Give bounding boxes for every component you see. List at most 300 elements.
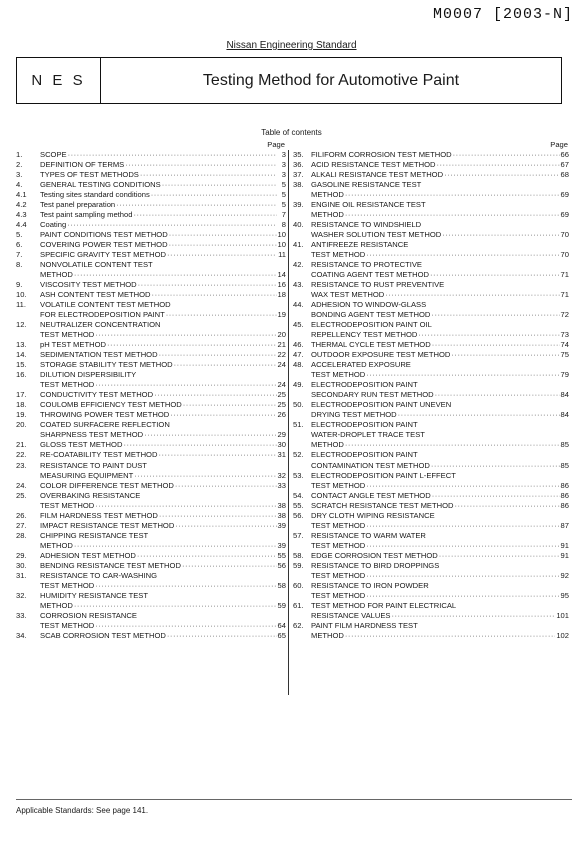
- toc-entry-page: [561, 180, 569, 190]
- dot-leader: [440, 561, 560, 571]
- toc-entry-number: [16, 501, 40, 511]
- toc-entry-number: 21.: [16, 440, 27, 450]
- toc-entry-page: 5: [281, 180, 286, 190]
- toc-entry: [293, 541, 569, 551]
- toc-entry-title: DRY CLOTH WIPING RESISTANCE: [311, 510, 435, 520]
- toc-entry: [293, 160, 569, 170]
- toc-entry-page: 29: [277, 430, 286, 440]
- toc-entry-page: 39: [277, 540, 286, 550]
- footer-note: Applicable Standards: See page 141.: [16, 806, 149, 815]
- dot-leader: [123, 440, 276, 450]
- dot-leader: [431, 461, 560, 471]
- dot-leader: [175, 481, 277, 491]
- toc-entry-page: [278, 571, 286, 581]
- toc-entry: [16, 420, 286, 430]
- dot-leader: [137, 370, 277, 380]
- toc-entry-title: TEST METHOD: [40, 620, 95, 630]
- dot-leader: [419, 450, 560, 460]
- toc-entry: [293, 521, 569, 531]
- toc-entry-title: OUTDOOR EXPOSURE TEST METHOD: [311, 350, 451, 360]
- toc-entry-page: 84: [560, 390, 569, 400]
- toc-entry-number: [293, 481, 311, 491]
- toc-entry-page: [561, 430, 569, 440]
- toc-entry-title: GLOSS TEST METHOD: [40, 440, 123, 450]
- dot-leader: [345, 210, 560, 220]
- dot-leader: [430, 581, 560, 591]
- toc-entry: [293, 571, 569, 581]
- dot-leader: [169, 230, 277, 240]
- toc-entry-number: [293, 210, 311, 220]
- toc-entry-page: 86: [560, 490, 569, 500]
- dot-leader: [439, 551, 560, 561]
- dot-leader: [398, 410, 560, 420]
- toc-entry-page: 11: [278, 250, 286, 260]
- toc-entry: [293, 631, 569, 641]
- dot-leader: [74, 601, 277, 611]
- toc-entry-page: 22: [277, 350, 286, 360]
- toc-entry: [293, 601, 569, 611]
- dot-leader: [95, 501, 276, 511]
- toc-entry: [293, 420, 569, 430]
- toc-entry-page: 69: [560, 210, 569, 220]
- toc-entry-number: 57.: [293, 530, 304, 540]
- dot-leader: [149, 531, 277, 541]
- toc-entry: [16, 400, 286, 410]
- toc-entry-page: 66: [560, 150, 569, 160]
- toc-entry-title: SEDIMENTATION TEST METHOD: [40, 350, 158, 360]
- toc-entry-number: [293, 430, 311, 440]
- toc-entry: [16, 360, 286, 370]
- toc-entry-number: 49.: [293, 380, 304, 390]
- toc-entry: [293, 611, 569, 621]
- dot-leader: [169, 240, 277, 250]
- toc-entry-title: WASHER SOLUTION TEST METHOD: [311, 230, 442, 240]
- toc-entry: [16, 561, 286, 571]
- dot-leader: [436, 511, 560, 521]
- toc-entry-number: [16, 310, 40, 320]
- toc-entry-page: [561, 581, 569, 591]
- toc-entry-title: MEASURING EQUIPMENT: [40, 470, 134, 480]
- dot-leader: [133, 210, 277, 220]
- toc-entry-number: 5.: [16, 230, 23, 240]
- toc-entry-page: 31: [277, 450, 286, 460]
- dot-leader: [148, 461, 277, 471]
- toc-entry-page: [561, 200, 569, 210]
- toc-entry-number: [293, 611, 311, 621]
- toc-entry-number: 33.: [16, 610, 27, 620]
- toc-entry-page: 102: [556, 630, 569, 640]
- toc-entry-title: PAINT FILM HARDNESS TEST: [311, 620, 418, 630]
- toc-entry-page: 87: [560, 520, 569, 530]
- toc-entry-number: 37.: [293, 170, 304, 180]
- toc-entry-title: FILM HARDNESS TEST METHOD: [40, 510, 158, 520]
- toc-entry-page: [278, 320, 286, 330]
- toc-entry-title: CORROSION RESISTANCE: [40, 610, 137, 620]
- toc-entry-title: SCRATCH RESISTANCE TEST METHOD: [311, 500, 454, 510]
- toc-entry-number: [293, 370, 311, 380]
- toc-entry: [16, 280, 286, 290]
- toc-entry-title: TEST METHOD: [311, 520, 366, 530]
- dot-leader: [144, 430, 276, 440]
- toc-entry-number: 54.: [293, 490, 304, 500]
- toc-entry-title: WATER-DROPLET TRACE TEST: [311, 430, 425, 440]
- toc-entry-page: 59: [277, 600, 286, 610]
- dot-leader: [385, 290, 559, 300]
- toc-entry-title: pH TEST METHOD: [40, 340, 106, 350]
- toc-entry-page: 73: [560, 330, 569, 340]
- toc-entry-title: METHOD: [311, 440, 344, 450]
- toc-entry: [16, 511, 286, 521]
- dot-leader: [154, 390, 276, 400]
- dot-leader: [451, 350, 559, 360]
- dot-leader: [457, 601, 560, 611]
- toc-entry-title: TEST METHOD: [311, 370, 366, 380]
- toc-entry-number: [293, 390, 311, 400]
- toc-entry-page: [561, 531, 569, 541]
- dot-leader: [418, 330, 559, 340]
- toc-entry-title: ENGINE OIL RESISTANCE TEST: [311, 200, 426, 210]
- toc-entry: [293, 200, 569, 210]
- toc-entry: [16, 150, 286, 160]
- toc-entry-page: 25: [277, 390, 286, 400]
- toc-entry: [16, 551, 286, 561]
- toc-entry-title: GASOLINE RESISTANCE TEST: [311, 180, 422, 190]
- toc-entry: [16, 430, 286, 440]
- toc-entry-number: 16.: [16, 370, 27, 380]
- toc-entry: [293, 410, 569, 420]
- toc-entry: [293, 621, 569, 631]
- dot-leader: [154, 260, 277, 270]
- dot-leader: [427, 531, 560, 541]
- toc-entry-title: Coating: [40, 220, 67, 230]
- toc-entry-number: [16, 601, 40, 611]
- toc-entry: [293, 450, 569, 460]
- toc-entry-title: ELECTRODEPOSITION PAINT UNEVEN: [311, 400, 452, 410]
- toc-entry-page: [561, 260, 569, 270]
- toc-entry-page: [561, 450, 569, 460]
- toc-entry-page: 95: [560, 590, 569, 600]
- dot-leader: [345, 190, 560, 200]
- toc-entry-title: IMPACT RESISTANCE TEST METHOD: [40, 520, 175, 530]
- toc-entry: [293, 380, 569, 390]
- toc-entry-number: [293, 461, 311, 471]
- toc-entry-number: 29.: [16, 550, 27, 560]
- toc-entry-page: 91: [560, 540, 569, 550]
- toc-entry-title: ADHESION TO WINDOW-GLASS: [311, 300, 427, 310]
- toc-entry-page: 55: [277, 550, 286, 560]
- toc-entry: [293, 270, 569, 280]
- toc-entry-page: 71: [560, 270, 569, 280]
- toc-entry: [293, 360, 569, 370]
- toc-entry: [293, 300, 569, 310]
- toc-entry-title: METHOD: [311, 630, 344, 640]
- toc-entry-page: 5: [281, 190, 286, 200]
- dot-leader: [366, 521, 559, 531]
- toc-entry-page: 58: [277, 580, 286, 590]
- toc-entry-page: 85: [560, 460, 569, 470]
- toc-entry-page: 10: [277, 230, 286, 240]
- toc-entry-number: [293, 541, 311, 551]
- toc-entry: [293, 561, 569, 571]
- toc-entry: [16, 260, 286, 270]
- toc-entry-page: 68: [560, 170, 569, 180]
- toc-entry-number: 46.: [293, 340, 304, 350]
- toc-entry-number: 2.: [16, 160, 23, 170]
- toc-entry: [16, 631, 286, 641]
- toc-entry-page: [561, 561, 569, 571]
- toc-entry-page: 101: [556, 610, 569, 620]
- toc-entry: [293, 581, 569, 591]
- toc-entry-title: TEST METHOD: [40, 330, 95, 340]
- dot-leader: [167, 250, 277, 260]
- dot-leader: [158, 450, 276, 460]
- toc-entry-title: OVERBAKING RESISTANCE: [40, 490, 141, 500]
- toc-entry: [293, 471, 569, 481]
- toc-entry-number: 26.: [16, 510, 27, 520]
- toc-entry-title: ELECTRODEPOSITION PAINT L-EFFECT: [311, 470, 456, 480]
- dot-leader: [427, 300, 560, 310]
- toc-entry-title: METHOD: [311, 210, 344, 220]
- toc-entry: [16, 541, 286, 551]
- toc-entry-page: 32: [277, 470, 286, 480]
- toc-entry-title: Test paint sampling method: [40, 210, 133, 220]
- toc-entry-title: RESISTANCE TO RUST PREVENTIVE: [311, 280, 445, 290]
- toc-entry-title: NEUTRALIZER CONCENTRATION: [40, 320, 161, 330]
- dot-leader: [152, 290, 277, 300]
- dot-leader: [162, 320, 277, 330]
- toc-entry: [16, 591, 286, 601]
- toc-entry-page: 38: [277, 510, 286, 520]
- toc-entry: [16, 440, 286, 450]
- toc-entry-number: 38.: [293, 180, 304, 190]
- toc-entry-page: [561, 360, 569, 370]
- toc-entry-title: DRYING TEST METHOD: [311, 410, 397, 420]
- dot-leader: [366, 481, 559, 491]
- table-of-contents: [16, 140, 572, 696]
- dot-leader: [345, 440, 560, 450]
- toc-entry-page: 84: [560, 410, 569, 420]
- toc-entry: [16, 170, 286, 180]
- toc-entry-title: ELECTRODEPOSITION PAINT: [311, 420, 418, 430]
- toc-entry: [293, 390, 569, 400]
- dot-leader: [95, 380, 276, 390]
- toc-entry-title: DILUTION DISPERSIBILITY: [40, 370, 137, 380]
- toc-entry-page: 70: [560, 250, 569, 260]
- toc-heading: Table of contents: [261, 128, 322, 137]
- toc-entry-title: ANTIFREEZE RESISTANCE: [311, 240, 409, 250]
- toc-entry-number: 27.: [16, 520, 27, 530]
- toc-entry-number: [293, 290, 311, 300]
- toc-entry: [16, 531, 286, 541]
- toc-entry-title: ELECTRODEPOSITION PAINT: [311, 380, 418, 390]
- toc-entry-title: RESISTANCE VALUES: [311, 610, 391, 620]
- toc-entry-title: RESISTANCE TO BIRD DROPPINGS: [311, 560, 440, 570]
- toc-entry-number: 13.: [16, 340, 27, 350]
- toc-entry: [16, 380, 286, 390]
- toc-entry-title: METHOD: [40, 270, 73, 280]
- dot-leader: [182, 561, 277, 571]
- dot-leader: [432, 491, 560, 501]
- toc-entry-page: 20: [277, 330, 286, 340]
- toc-entry-number: [16, 581, 40, 591]
- toc-entry-title: ELECTRODEPOSITION PAINT: [311, 450, 418, 460]
- toc-entry-title: TEST METHOD: [40, 380, 95, 390]
- toc-entry-title: TEST METHOD: [311, 480, 366, 490]
- toc-entry-page: 19: [277, 310, 286, 320]
- toc-entry-number: 51.: [293, 420, 304, 430]
- toc-entry-number: 22.: [16, 450, 27, 460]
- toc-entry-page: 69: [560, 190, 569, 200]
- dot-leader: [435, 390, 560, 400]
- toc-entry-page: [561, 240, 569, 250]
- dot-leader: [431, 310, 559, 320]
- toc-entry: [293, 180, 569, 190]
- toc-entry-title: REPELLENCY TEST METHOD: [311, 330, 418, 340]
- dot-leader: [116, 200, 277, 210]
- toc-entry-page: 86: [560, 480, 569, 490]
- toc-entry: [16, 350, 286, 360]
- toc-entry-number: 58.: [293, 550, 304, 560]
- toc-entry-title: ADHESION TEST METHOD: [40, 550, 136, 560]
- standard-organization: Nissan Engineering Standard: [226, 40, 357, 51]
- toc-entry-page: [278, 370, 286, 380]
- toc-entry-title: RE-COATABILITY TEST METHOD: [40, 450, 158, 460]
- toc-entry-title: RESISTANCE TO IRON POWDER: [311, 580, 429, 590]
- toc-entry-number: [293, 521, 311, 531]
- dot-leader: [107, 340, 277, 350]
- toc-entry-page: 8: [281, 220, 286, 230]
- toc-entry-page: [561, 400, 569, 410]
- toc-entry-number: 31.: [16, 570, 27, 580]
- toc-entry-number: [293, 330, 311, 340]
- toc-entry-page: [561, 280, 569, 290]
- toc-entry: [293, 430, 569, 440]
- toc-entry-number: 15.: [16, 360, 27, 370]
- toc-entry: [16, 370, 286, 380]
- toc-entry: [16, 581, 286, 591]
- toc-entry: [293, 511, 569, 521]
- toc-entry: [16, 310, 286, 320]
- toc-entry-number: [16, 270, 40, 280]
- toc-entry-number: [293, 631, 311, 641]
- toc-entry-number: 62.: [293, 620, 304, 630]
- toc-entry: [293, 370, 569, 380]
- toc-entry-page: [278, 531, 286, 541]
- toc-entry-page: 67: [560, 160, 569, 170]
- toc-entry: [16, 621, 286, 631]
- toc-entry-page: [278, 300, 286, 310]
- toc-entry-title: VOLATILE CONTENT TEST METHOD: [40, 300, 171, 310]
- toc-entry-title: TEST METHOD: [311, 540, 366, 550]
- toc-entry-title: BENDING RESISTANCE TEST METHOD: [40, 560, 181, 570]
- toc-entry-number: 10.: [16, 290, 27, 300]
- dot-leader: [454, 501, 559, 511]
- page-column-header-right: Page: [550, 140, 568, 149]
- dot-leader: [162, 180, 277, 190]
- toc-entry-page: [278, 461, 286, 471]
- toc-entry: [16, 471, 286, 481]
- toc-entry: [293, 320, 569, 330]
- dot-leader: [345, 631, 555, 641]
- toc-entry: [293, 290, 569, 300]
- toc-entry-number: 48.: [293, 360, 304, 370]
- toc-entry-number: [293, 270, 311, 280]
- toc-entry-page: 5: [281, 200, 286, 210]
- toc-entry: [16, 450, 286, 460]
- toc-entry-title: TEST METHOD FOR PAINT ELECTRICAL: [311, 600, 457, 610]
- dot-leader: [436, 160, 559, 170]
- toc-entry: [293, 260, 569, 270]
- toc-entry-number: [16, 330, 40, 340]
- dot-leader: [366, 591, 559, 601]
- dot-leader: [140, 170, 277, 180]
- toc-entry: [16, 210, 286, 220]
- toc-entry-page: 30: [277, 440, 286, 450]
- toc-entry-title: FILIFORM CORROSION TEST METHOD: [311, 150, 452, 160]
- toc-entry-number: 28.: [16, 530, 27, 540]
- toc-entry: [293, 240, 569, 250]
- toc-entry-page: 16: [277, 280, 286, 290]
- dot-leader: [95, 330, 276, 340]
- dot-leader: [419, 420, 560, 430]
- toc-entry: [293, 461, 569, 471]
- toc-entry-title: COULOMB EFFICIENCY TEST METHOD: [40, 400, 182, 410]
- toc-entry-title: ACID RESISTANCE TEST METHOD: [311, 160, 436, 170]
- toc-entry-number: 6.: [16, 240, 23, 250]
- toc-entry-number: 36.: [293, 160, 304, 170]
- toc-entry: [293, 551, 569, 561]
- dot-leader: [430, 270, 560, 280]
- toc-entry-title: RESISTANCE TO CAR-WASHING: [40, 570, 158, 580]
- toc-entry: [293, 330, 569, 340]
- dot-leader: [67, 220, 277, 230]
- toc-entry-page: [561, 220, 569, 230]
- toc-entry-number: 4.2: [16, 200, 27, 210]
- toc-column-left: [16, 140, 286, 641]
- page-column-header-left: Page: [267, 140, 285, 149]
- dot-leader: [95, 621, 276, 631]
- toc-entry: [16, 290, 286, 300]
- toc-entry-number: 35.: [293, 150, 304, 160]
- toc-entry: [16, 611, 286, 621]
- toc-entry-page: [561, 601, 569, 611]
- toc-entry-number: 20.: [16, 420, 27, 430]
- toc-entry-title: DEFINITION OF TERMS: [40, 160, 125, 170]
- toc-entry-page: [278, 591, 286, 601]
- toc-entry-number: 61.: [293, 600, 304, 610]
- toc-entry-page: 72: [560, 310, 569, 320]
- dot-leader: [366, 541, 559, 551]
- dot-leader: [175, 521, 276, 531]
- toc-entry-title: TYPES OF TEST METHODS: [40, 170, 139, 180]
- toc-entry-number: 9.: [16, 280, 23, 290]
- toc-entry-title: METHOD: [40, 540, 73, 550]
- toc-entry: [293, 481, 569, 491]
- toc-entry: [293, 340, 569, 350]
- toc-entry-number: 17.: [16, 390, 27, 400]
- toc-entry-number: 4.4: [16, 220, 27, 230]
- dot-leader: [141, 491, 277, 501]
- dot-leader: [166, 310, 277, 320]
- toc-entry-page: [278, 260, 286, 270]
- toc-entry-page: 33: [277, 480, 286, 490]
- dot-leader: [74, 541, 277, 551]
- toc-entry-number: 50.: [293, 400, 304, 410]
- toc-entry-title: TEST METHOD: [40, 500, 95, 510]
- toc-entry: [293, 350, 569, 360]
- dot-leader: [134, 471, 276, 481]
- dot-leader: [445, 280, 560, 290]
